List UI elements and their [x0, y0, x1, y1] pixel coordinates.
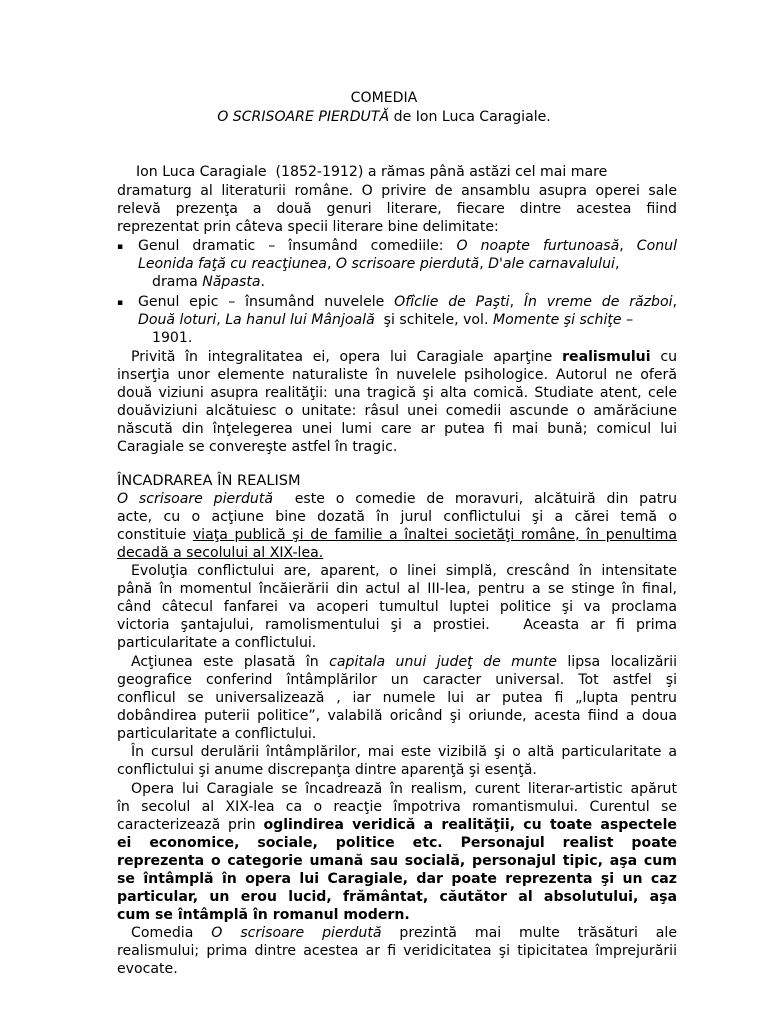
p1-line-4: reprezentat prin câteva specii literare bine delimitate:	[117, 219, 499, 235]
p5-line-2: geografice conferind întâmplărilor un caracter universal. Tot astfel şi	[117, 672, 677, 688]
play-title: O SCRISOARE PIERDUTĂ	[217, 109, 390, 125]
p3-line-4: decadă a secolului al XIX-lea.	[117, 545, 324, 561]
subtitle-author: de Ion Luca Caragiale.	[389, 109, 551, 125]
bullet-1-line-3: drama Năpasta.	[152, 274, 265, 290]
p8-line-1: Comedia O scrisoare pierdută prezintă mai multe trăsături ale	[131, 925, 678, 941]
p7-line-3: caracterizează prin oglindirea veridică a realităţii, cu toate aspectele	[117, 817, 677, 833]
p3-line-2: acte, cu o acţiune bine dozată în jurul conflictului şi a cărei temă o	[117, 509, 677, 525]
p1-line-1: Ion Luca Caragiale (1852-1912) a rămas până astăzi cel mai mare	[136, 164, 608, 180]
p6-line-1: În cursul derulării întâmplărilor, mai este vizibilă şi o altă particularitate a	[131, 744, 677, 760]
p4-line-2: până în momentul încăierării din actul al III-lea, pentru a se stinge în final,	[117, 581, 677, 597]
p7-line-2: în secolul al XIX-lea ca o reacţie împotriva romantismului. Curentul se	[117, 799, 677, 815]
p5-line-5: particularitate a conflictului.	[117, 726, 317, 742]
bullet-1-line-1: Genul dramatic – însumând comediile: O noapte furtunoasă, Conul	[138, 238, 677, 254]
p7-line-5: reprezenta o categorie umană sau socială, personajul tipic, aşa cum	[117, 853, 677, 869]
p5-line-1: Acţiunea este plasată în capitala unui judeţ de munte lipsa localizării	[131, 654, 677, 670]
bullet-marker: ▪	[117, 242, 124, 252]
p2-line-5: născută din înţelegerea unei lumi care ar putea fi mai bună; comicul lui	[117, 421, 677, 437]
p2-line-6: Caragiale se convereşte astfel în tragic.	[117, 439, 398, 455]
bullet-2-line-3: 1901.	[152, 330, 193, 346]
p2-line-3: două viziuni asupra realităţii: una tragică şi alta comică. Studiate atent, cele	[117, 385, 677, 401]
page-title: COMEDIA	[350, 90, 418, 106]
bullet-2-line-1: Genul epic – însumând nuvelele Ofîclie de Paşti, În vreme de război,	[138, 294, 677, 310]
p2-line-1: Privită în integralitatea ei, opera lui Caragiale aparţine realismului cu	[131, 349, 677, 365]
bullet-marker: ▪	[117, 298, 124, 308]
p7-line-7: particular, un erou lucid, frământat, căutător al absolutului, aşa	[117, 889, 677, 905]
p5-line-4: dobândirea puterii politice”, valabilă oricând şi oriunde, acesta fiind a doua	[117, 708, 677, 724]
p7-line-4: ei economice, sociale, politice etc. Personajul realist poate	[117, 835, 677, 851]
p1-line-2: dramaturg al literaturii române. O privire de ansamblu asupra operei sale	[117, 183, 677, 199]
p1-line-3: relevă prezenţa a două genuri literare, fiecare dintre acestea fiind	[117, 201, 677, 217]
p4-line-4: victoria şantajului, ramolismentului şi a prostiei. Aceasta ar fi prima	[117, 617, 677, 633]
p4-line-1: Evoluţia conflictului are, aparent, o linei simplă, crescând în intensitate	[131, 563, 677, 579]
p2-line-4: douăviziuni alcătuiesc o unitate: râsul unei comedii ascunde o amărăciune	[117, 403, 677, 419]
p5-line-3: conflicul se universalizează , iar numele lui ar putea fi „lupta pentru	[117, 690, 677, 706]
p4-line-3: când câtecul fanfarei va acoperi tumultul luptei politice şi va proclama	[117, 599, 677, 615]
bullet-1-line-2: Leonida faţă cu reacţiunea, O scrisoare pierdută, D'ale carnavalului,	[138, 256, 620, 272]
p7-line-1: Opera lui Caragiale se încadrează în realism, curent literar-artistic apărut	[131, 781, 677, 797]
page-subtitle	[0, 109, 768, 125]
bullet-2-line-2: Două loturi, La hanul lui Mânjoală şi schitele, vol. Momente şi schiţe –	[138, 312, 634, 328]
p8-line-3: evocate.	[117, 961, 178, 977]
p2-line-2: inserţia unor elemente naturaliste în nuvelele psihologice. Autorul ne oferă	[117, 367, 677, 383]
p7-line-6: se întâmplă în opera lui Caragiale, dar poate reprezenta şi un caz	[117, 871, 677, 887]
p7-line-8: cum se întâmplă în romanul modern.	[117, 907, 410, 923]
section-heading: ÎNCADRAREA ÎN REALISM	[117, 472, 301, 489]
p3-line-3: constituie viaţa publică şi de familie a înaltei societăţi române, în penultima	[117, 527, 677, 543]
p8-line-2: realismului; prima dintre acestea ar fi veridicitatea şi tipicitatea împrejurării	[117, 943, 677, 959]
p4-line-5: particularitate a conflictului.	[117, 635, 317, 651]
p3-line-1: O scrisoare pierdută este o comedie de moravuri, alcătuiră din patru	[117, 491, 677, 507]
p6-line-2: conflictului şi anume discrepanţa dintre aparenţă şi esenţă.	[117, 762, 537, 778]
